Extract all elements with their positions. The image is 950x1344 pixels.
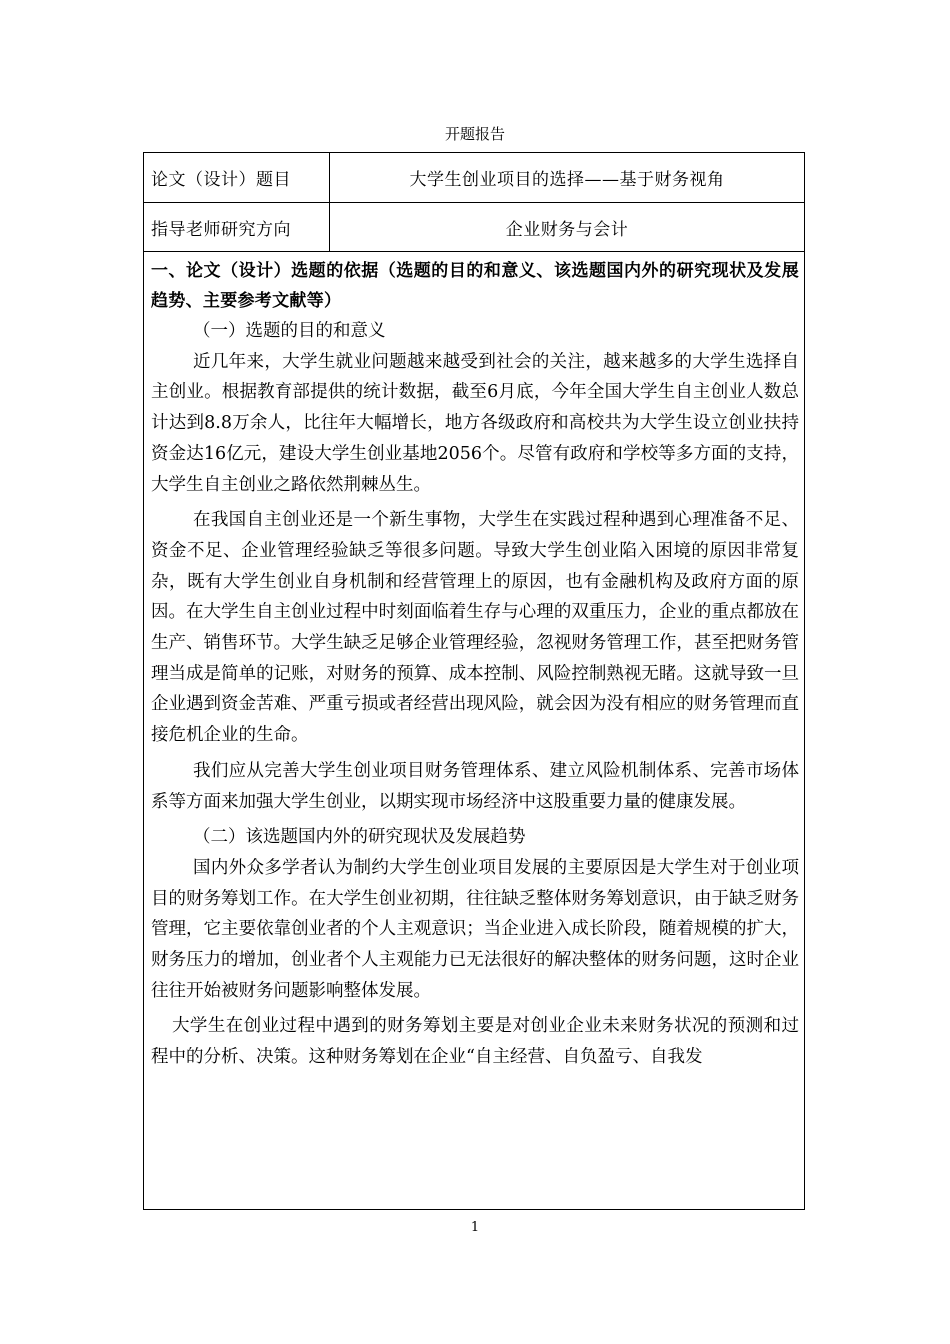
advisor-direction-value: 企业财务与会计 (505, 219, 629, 240)
thesis-title-label: 论文（设计）题目 (144, 153, 330, 202)
paragraph-2: 在我国自主创业还是一个新生事物，大学生在实践过程种遇到心理准备不足、资金不足、企业管理经验缺乏等很多问题。导致大学生创业陷入困境的原因非常复杂，既有大学生创业自身机制和经营管理上的原因，也有金融机构及政府方面的原因。在大学生自主创业过程中时刻面临着生存与心理的双重压力，企业的重点都放在生产、销售环节。大学生缺乏足够企业管理经验，忽视财务管理工作，甚至把财务管理当成是简单的记账，对财务的预算、成本控制、风险控制熟视无睹。这就导致一旦企业遇到资金苦难、严重亏损或者经营出现风险，就会因为没有相应的财务管理而直接危机企业的生命。 (151, 510, 799, 746)
table-row-advisor-direction (144, 203, 804, 252)
thesis-title-value: 大学生创业项目的选择——基于财务视角 (409, 170, 725, 190)
report-table (143, 152, 805, 1210)
advisor-direction-label: 指导老师研究方向 (144, 203, 330, 251)
paragraph-5: 大学生在创业过程中遇到的财务筹划主要是对创业企业未来财务状况的预测和过程中的分析、决策。这种财务筹划在企业“自主经营、自负盈亏、自我发 (151, 1016, 799, 1068)
page-number: 1 (470, 1220, 480, 1235)
table-row-thesis-title (144, 153, 804, 203)
subheading-purpose: （一）选题的目的和意义 (193, 321, 386, 341)
section-heading: 一、论文（设计）选题的依据（选题的目的和意义、该选题国内外的研究现状及发展趋势、主要参考文献等） (151, 261, 799, 311)
document-title: 开题报告 (444, 125, 505, 143)
subheading-research-status: （二）该选题国内外的研究现状及发展趋势 (193, 827, 526, 848)
paragraph-4: 国内外众多学者认为制约大学生创业项目发展的主要原因是大学生对于创业项目的财务筹划工作。在大学生创业初期，往往缺乏整体财务筹划意识，由于缺乏财务管理，它主要依靠创业者的个人主观意识；当企业进入成长阶段，随着规模的扩大，财务压力的增加，创业者个人主观能力已无法很好的解决整体的财务问题，这时企业往往开始被财务问题影响整体发展。 (151, 857, 799, 1001)
paragraph-3: 我们应从完善大学生创业项目财务管理体系、建立风险机制体系、完善市场体系等方面来加强大学生创业，以期实现市场经济中这股重要力量的健康发展。 (151, 760, 799, 812)
paragraph-1: 近几年来，大学生就业问题越来越受到社会的关注，越来越多的大学生选择自主创业。根据教育部提供的统计数据，截至6月底，今年全国大学生自主创业人数总计达到8.8万余人，比往年大幅增长，地方各级政府和高校共为大学生设立创业扶持资金达16亿元，建设大学生创业基地2056个。尽管有政府和学校等多方面的支持，大学生自主创业之路依然荆棘丛生。 (151, 351, 799, 495)
topic-basis-section (151, 256, 799, 1073)
